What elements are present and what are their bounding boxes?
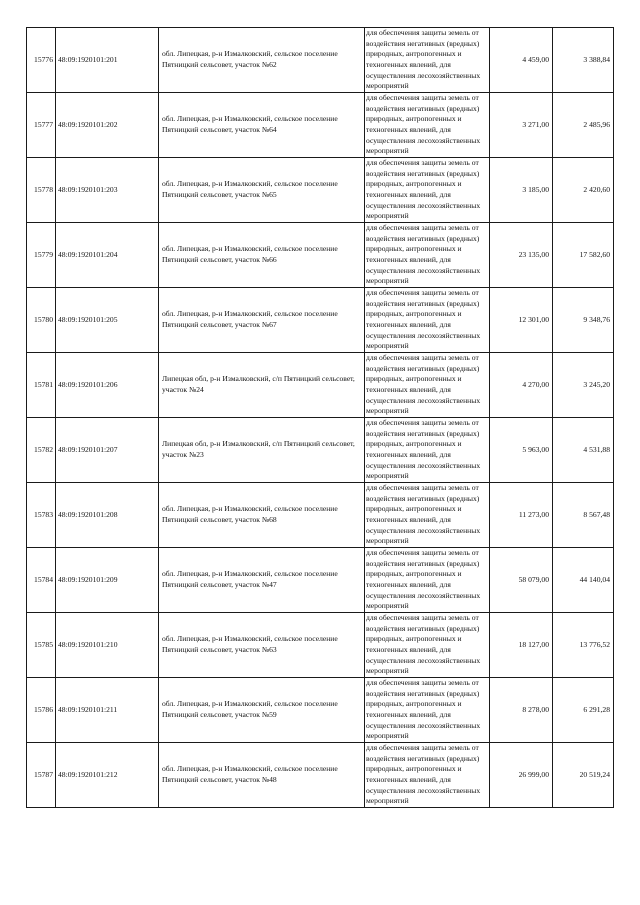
row-number-cell: 15782 — [27, 418, 56, 483]
area-cell: 58 079,00 — [490, 548, 553, 613]
table-body — [27, 28, 614, 808]
cost-cell: 8 567,48 — [553, 483, 614, 548]
address-cell: обл. Липецкая, р-н Измалковский, сельское поселение Пятницкий сельсовет, участок №62 — [159, 28, 365, 93]
row-number-cell: 15785 — [27, 613, 56, 678]
address-cell: обл. Липецкая, р-н Измалковский, сельское поселение Пятницкий сельсовет, участок №48 — [159, 743, 365, 808]
table-row — [27, 743, 614, 808]
row-number-cell: 15786 — [27, 678, 56, 743]
cost-cell: 20 519,24 — [553, 743, 614, 808]
address-cell: обл. Липецкая, р-н Измалковский, сельское поселение Пятницкий сельсовет, участок №68 — [159, 483, 365, 548]
purpose-cell: для обеспечения защиты земель от воздействия негативных (вредных) природных, антропогенных и техногенных явлений, для осуществления лесохозяйственных мероприятий — [365, 548, 490, 613]
purpose-cell: для обеспечения защиты земель от воздействия негативных (вредных) природных, антропогенных и техногенных явлений, для осуществления лесохозяйственных мероприятий — [365, 678, 490, 743]
table-row — [27, 158, 614, 223]
purpose-cell: для обеспечения защиты земель от воздействия негативных (вредных) природных, антропогенных и техногенных явлений, для осуществления лесохозяйственных мероприятий — [365, 288, 490, 353]
cadastral-number-cell: 48:09:1920101:206 — [56, 353, 159, 418]
table-row — [27, 93, 614, 158]
area-cell: 26 999,00 — [490, 743, 553, 808]
cost-cell: 2 420,60 — [553, 158, 614, 223]
row-number-cell: 15778 — [27, 158, 56, 223]
row-number-cell: 15779 — [27, 223, 56, 288]
cost-cell: 9 348,76 — [553, 288, 614, 353]
address-cell: обл. Липецкая, р-н Измалковский, сельское поселение Пятницкий сельсовет, участок №64 — [159, 93, 365, 158]
cadastral-number-cell: 48:09:1920101:211 — [56, 678, 159, 743]
row-number-cell: 15787 — [27, 743, 56, 808]
row-number-cell: 15784 — [27, 548, 56, 613]
table-row — [27, 28, 614, 93]
area-cell: 12 301,00 — [490, 288, 553, 353]
cadastral-number-cell: 48:09:1920101:210 — [56, 613, 159, 678]
purpose-cell: для обеспечения защиты земель от воздействия негативных (вредных) природных, антропогенных и техногенных явлений, для осуществления лесохозяйственных мероприятий — [365, 28, 490, 93]
cost-cell: 3 245,20 — [553, 353, 614, 418]
area-cell: 18 127,00 — [490, 613, 553, 678]
land-plots-table — [26, 27, 614, 808]
area-cell: 3 271,00 — [490, 93, 553, 158]
address-cell: обл. Липецкая, р-н Измалковский, сельское поселение Пятницкий сельсовет, участок №65 — [159, 158, 365, 223]
address-cell: обл. Липецкая, р-н Измалковский, сельское поселение Пятницкий сельсовет, участок №66 — [159, 223, 365, 288]
row-number-cell: 15777 — [27, 93, 56, 158]
address-cell: обл. Липецкая, р-н Измалковский, сельское поселение Пятницкий сельсовет, участок №47 — [159, 548, 365, 613]
cadastral-number-cell: 48:09:1920101:212 — [56, 743, 159, 808]
purpose-cell: для обеспечения защиты земель от воздействия негативных (вредных) природных, антропогенных и техногенных явлений, для осуществления лесохозяйственных мероприятий — [365, 418, 490, 483]
cadastral-number-cell: 48:09:1920101:201 — [56, 28, 159, 93]
area-cell: 3 185,00 — [490, 158, 553, 223]
area-cell: 11 273,00 — [490, 483, 553, 548]
purpose-cell: для обеспечения защиты земель от воздействия негативных (вредных) природных, антропогенных и техногенных явлений, для осуществления лесохозяйственных мероприятий — [365, 223, 490, 288]
cost-cell: 6 291,28 — [553, 678, 614, 743]
table-row — [27, 353, 614, 418]
purpose-cell: для обеспечения защиты земель от воздействия негативных (вредных) природных, антропогенных и техногенных явлений, для осуществления лесохозяйственных мероприятий — [365, 483, 490, 548]
purpose-cell: для обеспечения защиты земель от воздействия негативных (вредных) природных, антропогенных и техногенных явлений, для осуществления лесохозяйственных мероприятий — [365, 93, 490, 158]
address-cell: обл. Липецкая, р-н Измалковский, сельское поселение Пятницкий сельсовет, участок №59 — [159, 678, 365, 743]
cadastral-number-cell: 48:09:1920101:202 — [56, 93, 159, 158]
cadastral-number-cell: 48:09:1920101:209 — [56, 548, 159, 613]
cost-cell: 13 776,52 — [553, 613, 614, 678]
table-row — [27, 678, 614, 743]
cost-cell: 4 531,88 — [553, 418, 614, 483]
table-row — [27, 288, 614, 353]
area-cell: 5 963,00 — [490, 418, 553, 483]
table-row — [27, 548, 614, 613]
row-number-cell: 15780 — [27, 288, 56, 353]
cost-cell: 3 388,84 — [553, 28, 614, 93]
row-number-cell: 15781 — [27, 353, 56, 418]
purpose-cell: для обеспечения защиты земель от воздействия негативных (вредных) природных, антропогенных и техногенных явлений, для осуществления лесохозяйственных мероприятий — [365, 353, 490, 418]
cadastral-number-cell: 48:09:1920101:204 — [56, 223, 159, 288]
purpose-cell: для обеспечения защиты земель от воздействия негативных (вредных) природных, антропогенных и техногенных явлений, для осуществления лесохозяйственных мероприятий — [365, 743, 490, 808]
row-number-cell: 15776 — [27, 28, 56, 93]
table-row — [27, 418, 614, 483]
cadastral-number-cell: 48:09:1920101:208 — [56, 483, 159, 548]
area-cell: 4 270,00 — [490, 353, 553, 418]
cost-cell: 17 582,60 — [553, 223, 614, 288]
table-row — [27, 483, 614, 548]
cost-cell: 44 140,04 — [553, 548, 614, 613]
address-cell: Липецкая обл, р-н Измалковский, с/п Пятницкий сельсовет, участок №24 — [159, 353, 365, 418]
purpose-cell: для обеспечения защиты земель от воздействия негативных (вредных) природных, антропогенных и техногенных явлений, для осуществления лесохозяйственных мероприятий — [365, 158, 490, 223]
address-cell: Липецкая обл, р-н Измалковский, с/п Пятницкий сельсовет, участок №23 — [159, 418, 365, 483]
area-cell: 8 278,00 — [490, 678, 553, 743]
address-cell: обл. Липецкая, р-н Измалковский, сельское поселение Пятницкий сельсовет, участок №67 — [159, 288, 365, 353]
table-row — [27, 613, 614, 678]
cost-cell: 2 485,96 — [553, 93, 614, 158]
area-cell: 4 459,00 — [490, 28, 553, 93]
cadastral-number-cell: 48:09:1920101:205 — [56, 288, 159, 353]
area-cell: 23 135,00 — [490, 223, 553, 288]
cadastral-number-cell: 48:09:1920101:207 — [56, 418, 159, 483]
row-number-cell: 15783 — [27, 483, 56, 548]
table-row — [27, 223, 614, 288]
purpose-cell: для обеспечения защиты земель от воздействия негативных (вредных) природных, антропогенных и техногенных явлений, для осуществления лесохозяйственных мероприятий — [365, 613, 490, 678]
address-cell: обл. Липецкая, р-н Измалковский, сельское поселение Пятницкий сельсовет, участок №63 — [159, 613, 365, 678]
cadastral-number-cell: 48:09:1920101:203 — [56, 158, 159, 223]
